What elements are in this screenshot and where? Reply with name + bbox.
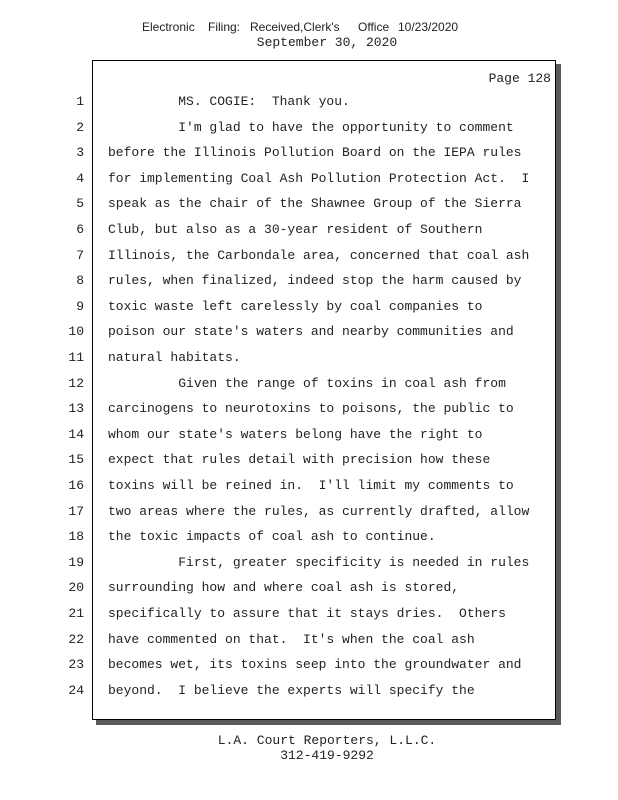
transcript-line [0, 145, 560, 167]
line-text: beyond. I believe the experts will specify the [108, 682, 475, 698]
transcript-line [0, 683, 560, 705]
transcript-line [0, 529, 560, 551]
line-number: 1 [76, 94, 84, 109]
transcript-line [0, 632, 560, 654]
line-number: 4 [76, 170, 84, 186]
transcript-line [0, 196, 560, 218]
line-text: before the Illinois Pollution Board on the IEPA rules [108, 145, 522, 161]
transcript-line [0, 478, 560, 500]
line-number: 24 [68, 682, 84, 698]
line-text: poison our state's waters and nearby communities and [108, 324, 514, 340]
line-text: whom our state's waters belong have the right to [108, 426, 483, 442]
page-number: Page 128 [488, 71, 551, 86]
line-number: 21 [68, 606, 84, 621]
stamp-office: Office [358, 20, 390, 34]
line-number: 18 [68, 529, 84, 545]
line-text: Illinois, the Carbondale area, concerned that coal ash [108, 247, 530, 263]
line-text: rules, when finalized, indeed stop the harm caused by [108, 273, 522, 289]
stamp-date: 10/23/2020 [398, 20, 459, 34]
transcript-line [0, 376, 560, 398]
line-text: Given the range of toxins in coal ash from [108, 375, 506, 391]
transcript-line [0, 120, 560, 142]
line-number: 17 [68, 503, 84, 519]
stamp-electronic: Electronic [142, 20, 195, 34]
line-text: First, greater specificity is needed in rules [108, 554, 530, 570]
footer-phone: 312-419-9292 [280, 748, 374, 763]
line-number: 3 [76, 145, 84, 161]
transcript-date: September 30, 2020 [256, 35, 398, 50]
line-text: MS. COGIE: Thank you. [108, 94, 350, 109]
line-text: toxic waste left carelessly by coal companies to [108, 298, 483, 314]
transcript-line [0, 606, 560, 628]
transcript-line [0, 299, 560, 321]
transcript-line [0, 171, 560, 193]
line-text: specifically to assure that it stays dries. Others [108, 606, 506, 621]
line-number: 8 [76, 273, 84, 289]
line-number: 16 [68, 478, 84, 493]
line-number: 12 [68, 375, 84, 391]
transcript-line [0, 555, 560, 577]
transcript-line [0, 248, 560, 270]
line-text: speak as the chair of the Shawnee Group of the Sierra [108, 196, 522, 212]
transcript-line [0, 580, 560, 602]
line-number: 11 [68, 350, 84, 365]
transcript-line [0, 324, 560, 346]
line-text: two areas where the rules, as currently drafted, allow [108, 503, 530, 519]
line-text: Club, but also as a 30-year resident of Southern [108, 222, 483, 237]
line-number: 9 [76, 298, 84, 314]
line-number: 13 [68, 401, 84, 417]
transcript-line [0, 657, 560, 679]
line-number: 10 [68, 324, 84, 340]
stamp-filing: Filing: [208, 20, 241, 34]
line-text: expect that rules detail with precision how these [108, 452, 491, 468]
line-number: 19 [68, 554, 84, 570]
line-text: the toxic impacts of coal ash to continue. [108, 529, 436, 545]
transcript-line [0, 452, 560, 474]
footer-company: L.A. Court Reporters, L.L.C. [217, 733, 437, 748]
transcript-line [0, 504, 560, 526]
line-number: 5 [76, 196, 84, 212]
line-text: toxins will be reined in. I'll limit my comments to [108, 478, 514, 493]
line-number: 2 [76, 119, 84, 135]
line-number: 15 [68, 452, 84, 468]
transcript-line [0, 427, 560, 449]
transcript-line [0, 94, 560, 116]
stamp-received: Received,Clerk's [250, 20, 340, 34]
line-text: have commented on that. It's when the coal ash [108, 631, 475, 647]
line-number: 23 [68, 657, 84, 673]
transcript-line [0, 350, 560, 372]
line-number: 14 [68, 426, 84, 442]
transcript-line [0, 273, 560, 295]
transcript-line [0, 222, 560, 244]
line-text: I'm glad to have the opportunity to comment [108, 119, 514, 135]
line-number: 7 [76, 247, 84, 263]
line-number: 22 [68, 631, 84, 647]
line-text: surrounding how and where coal ash is stored, [108, 580, 460, 596]
line-text: for implementing Coal Ash Pollution Protection Act. I [108, 170, 530, 186]
line-number: 20 [68, 580, 84, 596]
line-number: 6 [76, 222, 84, 237]
transcript-line [0, 401, 560, 423]
line-text: becomes wet, its toxins seep into the groundwater and [108, 657, 522, 673]
line-text: natural habitats. [108, 350, 241, 365]
line-text: carcinogens to neurotoxins to poisons, the public to [108, 401, 514, 417]
